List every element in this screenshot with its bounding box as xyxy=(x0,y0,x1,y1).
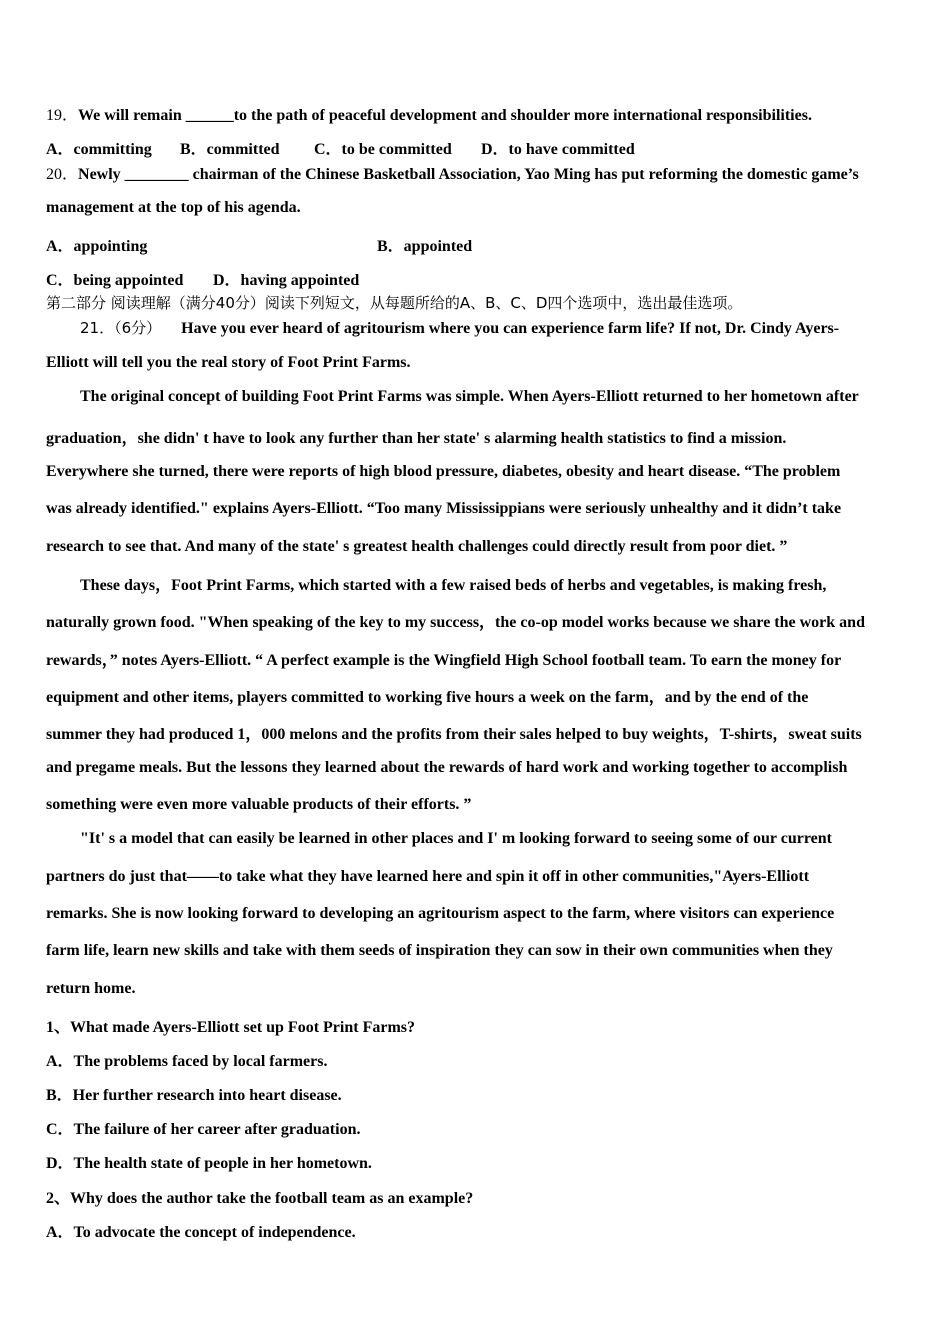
q19-option-d: D．to have committed xyxy=(481,141,635,158)
q21-intro xyxy=(80,317,839,338)
q20-stem xyxy=(46,161,859,184)
q21-intro-line2: Elliott will tell you the real story of Foot Print Farms. xyxy=(46,354,411,371)
q20-number: 20． xyxy=(46,166,79,183)
q20-stem-line1: Newly ________ chairman of the Chinese Basketball Association, Yao Ming has put reforming the domestic game’s xyxy=(78,166,859,183)
passage-p1-line: research to see that. And many of the state' s greatest health challenges could directly result from poor diet. ” xyxy=(46,538,788,555)
passage-p2-line: something were even more valuable products of their efforts. ” xyxy=(46,796,472,813)
q19-option-a: A．committing xyxy=(46,141,152,158)
sub1-option-c: C．The failure of her career after graduation. xyxy=(46,1121,361,1138)
sub2-question: 2、Why does the author take the football team as an example? xyxy=(46,1190,474,1207)
passage-p1-line: graduation，she didn' t have to look any further than her state' s alarming health statistics to find a mission. xyxy=(46,430,787,447)
q19-stem-text: We will remain ______to the path of peaceful development and shoulder more international responsibilities. xyxy=(78,107,812,124)
passage-p1-line: Everywhere she turned, there were reports of high blood pressure, diabetes, obesity and heart disease. “The problem xyxy=(46,463,841,480)
passage-p3-line: farm life, learn new skills and take with them seeds of inspiration they can sow in their own communities when they xyxy=(46,942,833,959)
passage-p3-line: return home. xyxy=(46,980,136,997)
q20-option-b: B．appointed xyxy=(377,238,473,255)
section-heading: 第二部分 阅读理解（满分40分）阅读下列短文，从每题所给的A、B、C、D四个选项中，选出最佳选项。 xyxy=(46,294,743,312)
q20-option-c: C．being appointed xyxy=(46,272,184,289)
q19-number: 19． xyxy=(46,107,79,124)
sub2-option-a: A．To advocate the concept of independence. xyxy=(46,1224,356,1241)
passage-p3-line: partners do just that——to take what they have learned here and spin it off in other communities,"Ayers-Elliott xyxy=(46,868,810,885)
q19-stem xyxy=(46,102,812,125)
sub1-option-d: D．The health state of people in her hometown. xyxy=(46,1155,372,1172)
passage-p2-line: equipment and other items, players committed to working five hours a week on the farm，and by the end of the xyxy=(46,689,809,706)
passage-p2-line: and pregame meals. But the lessons they learned about the rewards of hard work and working together to accomplish xyxy=(46,759,848,776)
passage-p1-line: The original concept of building Foot Print Farms was simple. When Ayers-Elliott returned to her hometown after xyxy=(80,388,859,405)
q19-option-c: C．to be committed xyxy=(314,141,452,158)
q20-option-a: A．appointing xyxy=(46,238,148,255)
q21-intro-line1: Have you ever heard of agritourism where you can experience farm life? If not, Dr. Cindy Ayers- xyxy=(181,320,840,337)
passage-p3-line: remarks. She is now looking forward to developing an agritourism aspect to the farm, where visitors can experience xyxy=(46,905,835,922)
sub1-option-b: B．Her further research into heart disease. xyxy=(46,1087,342,1104)
q19-option-b: B．committed xyxy=(180,141,280,158)
sub1-question: 1、What made Ayers-Elliott set up Foot Print Farms? xyxy=(46,1019,415,1036)
q21-number: 21．（6分） xyxy=(80,319,162,337)
passage-p3-line: "It' s a model that can easily be learned in other places and I' m looking forward to seeing some of our current xyxy=(80,830,832,847)
passage-p2-line: rewards，” notes Ayers-Elliott. “ A perfect example is the Wingfield High School football team. To earn the money for xyxy=(46,652,842,669)
passage-p2-line: These days，Foot Print Farms, which started with a few raised beds of herbs and vegetables, is making fresh, xyxy=(80,577,827,594)
q20-stem-line2: management at the top of his agenda. xyxy=(46,199,301,216)
sub1-option-a: A．The problems faced by local farmers. xyxy=(46,1053,328,1070)
passage-p2-line: naturally grown food. "When speaking of the key to my success，the co-op model works because we share the work and xyxy=(46,614,865,631)
passage-p2-line: summer they had produced 1，000 melons and the profits from their sales helped to buy weights，T-shirts，sweat suits xyxy=(46,726,862,743)
passage-p1-line: was already identified." explains Ayers-Elliott. “Too many Mississippians were seriously unhealthy and it didn’t take xyxy=(46,500,842,517)
q20-option-d: D．having appointed xyxy=(213,272,360,289)
